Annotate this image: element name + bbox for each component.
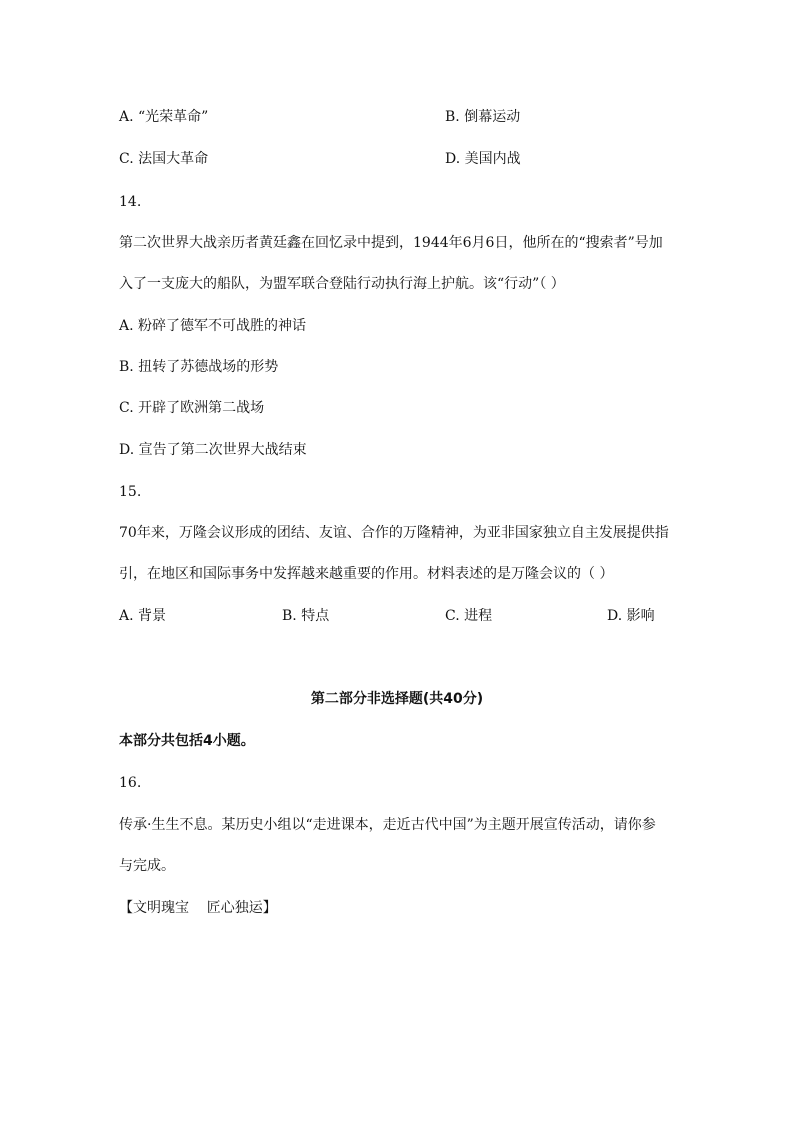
- q14-number: 14.: [119, 194, 142, 210]
- q15-option-c: C. 进程: [445, 608, 493, 624]
- q14-option-b: B. 扭转了苏德战场的形势: [119, 359, 279, 375]
- q14-stem-line2: 入了一支庞大的船队，为盟军联合登陆行动执行海上护航。该“行动”（ ）: [119, 276, 565, 292]
- q13-option-b: B. 倒幕运动: [445, 109, 521, 125]
- q14-option-c: C. 开辟了欧洲第二战场: [119, 400, 265, 416]
- q14-option-a: A. 粉碎了德军不可战胜的神话: [119, 318, 307, 334]
- q15-number: 15.: [119, 484, 142, 500]
- q15-stem-line2: 引，在地区和国际事务中发挥越来越重要的作用。材料表述的是万隆会议的（ ）: [119, 566, 614, 582]
- q16-stem-line2: 与完成。: [119, 858, 175, 874]
- q13-option-a: A. “光荣革命”: [119, 109, 209, 125]
- q16-section-heading: 【文明瑰宝 匠心独运】: [119, 900, 277, 916]
- part2-intro: 本部分共包括4小题。: [119, 733, 255, 749]
- q15-option-d: D. 影响: [607, 608, 655, 624]
- q16-stem-line1: 传承·生生不息。某历史小组以“走进课本，走近古代中国”为主题开展宣传活动，请你参: [119, 817, 656, 833]
- q15-stem-line1: 70年来，万隆会议形成的团结、友谊、合作的万隆精神，为亚非国家独立自主发展提供指: [119, 525, 669, 541]
- q15-option-b: B. 特点: [282, 608, 330, 624]
- q13-option-c: C. 法国大革命: [119, 151, 209, 167]
- q14-stem-line1: 第二次世界大战亲历者黄廷鑫在回忆录中提到，1944年6月6日，他所在的“搜索者”号加: [119, 235, 663, 251]
- q16-number: 16.: [119, 775, 142, 791]
- q14-option-d: D. 宣告了第二次世界大战结束: [119, 442, 307, 458]
- part2-title: 第二部分非选择题(共40分): [310, 691, 484, 707]
- q13-option-d: D. 美国内战: [445, 151, 521, 167]
- q15-option-a: A. 背景: [119, 608, 167, 624]
